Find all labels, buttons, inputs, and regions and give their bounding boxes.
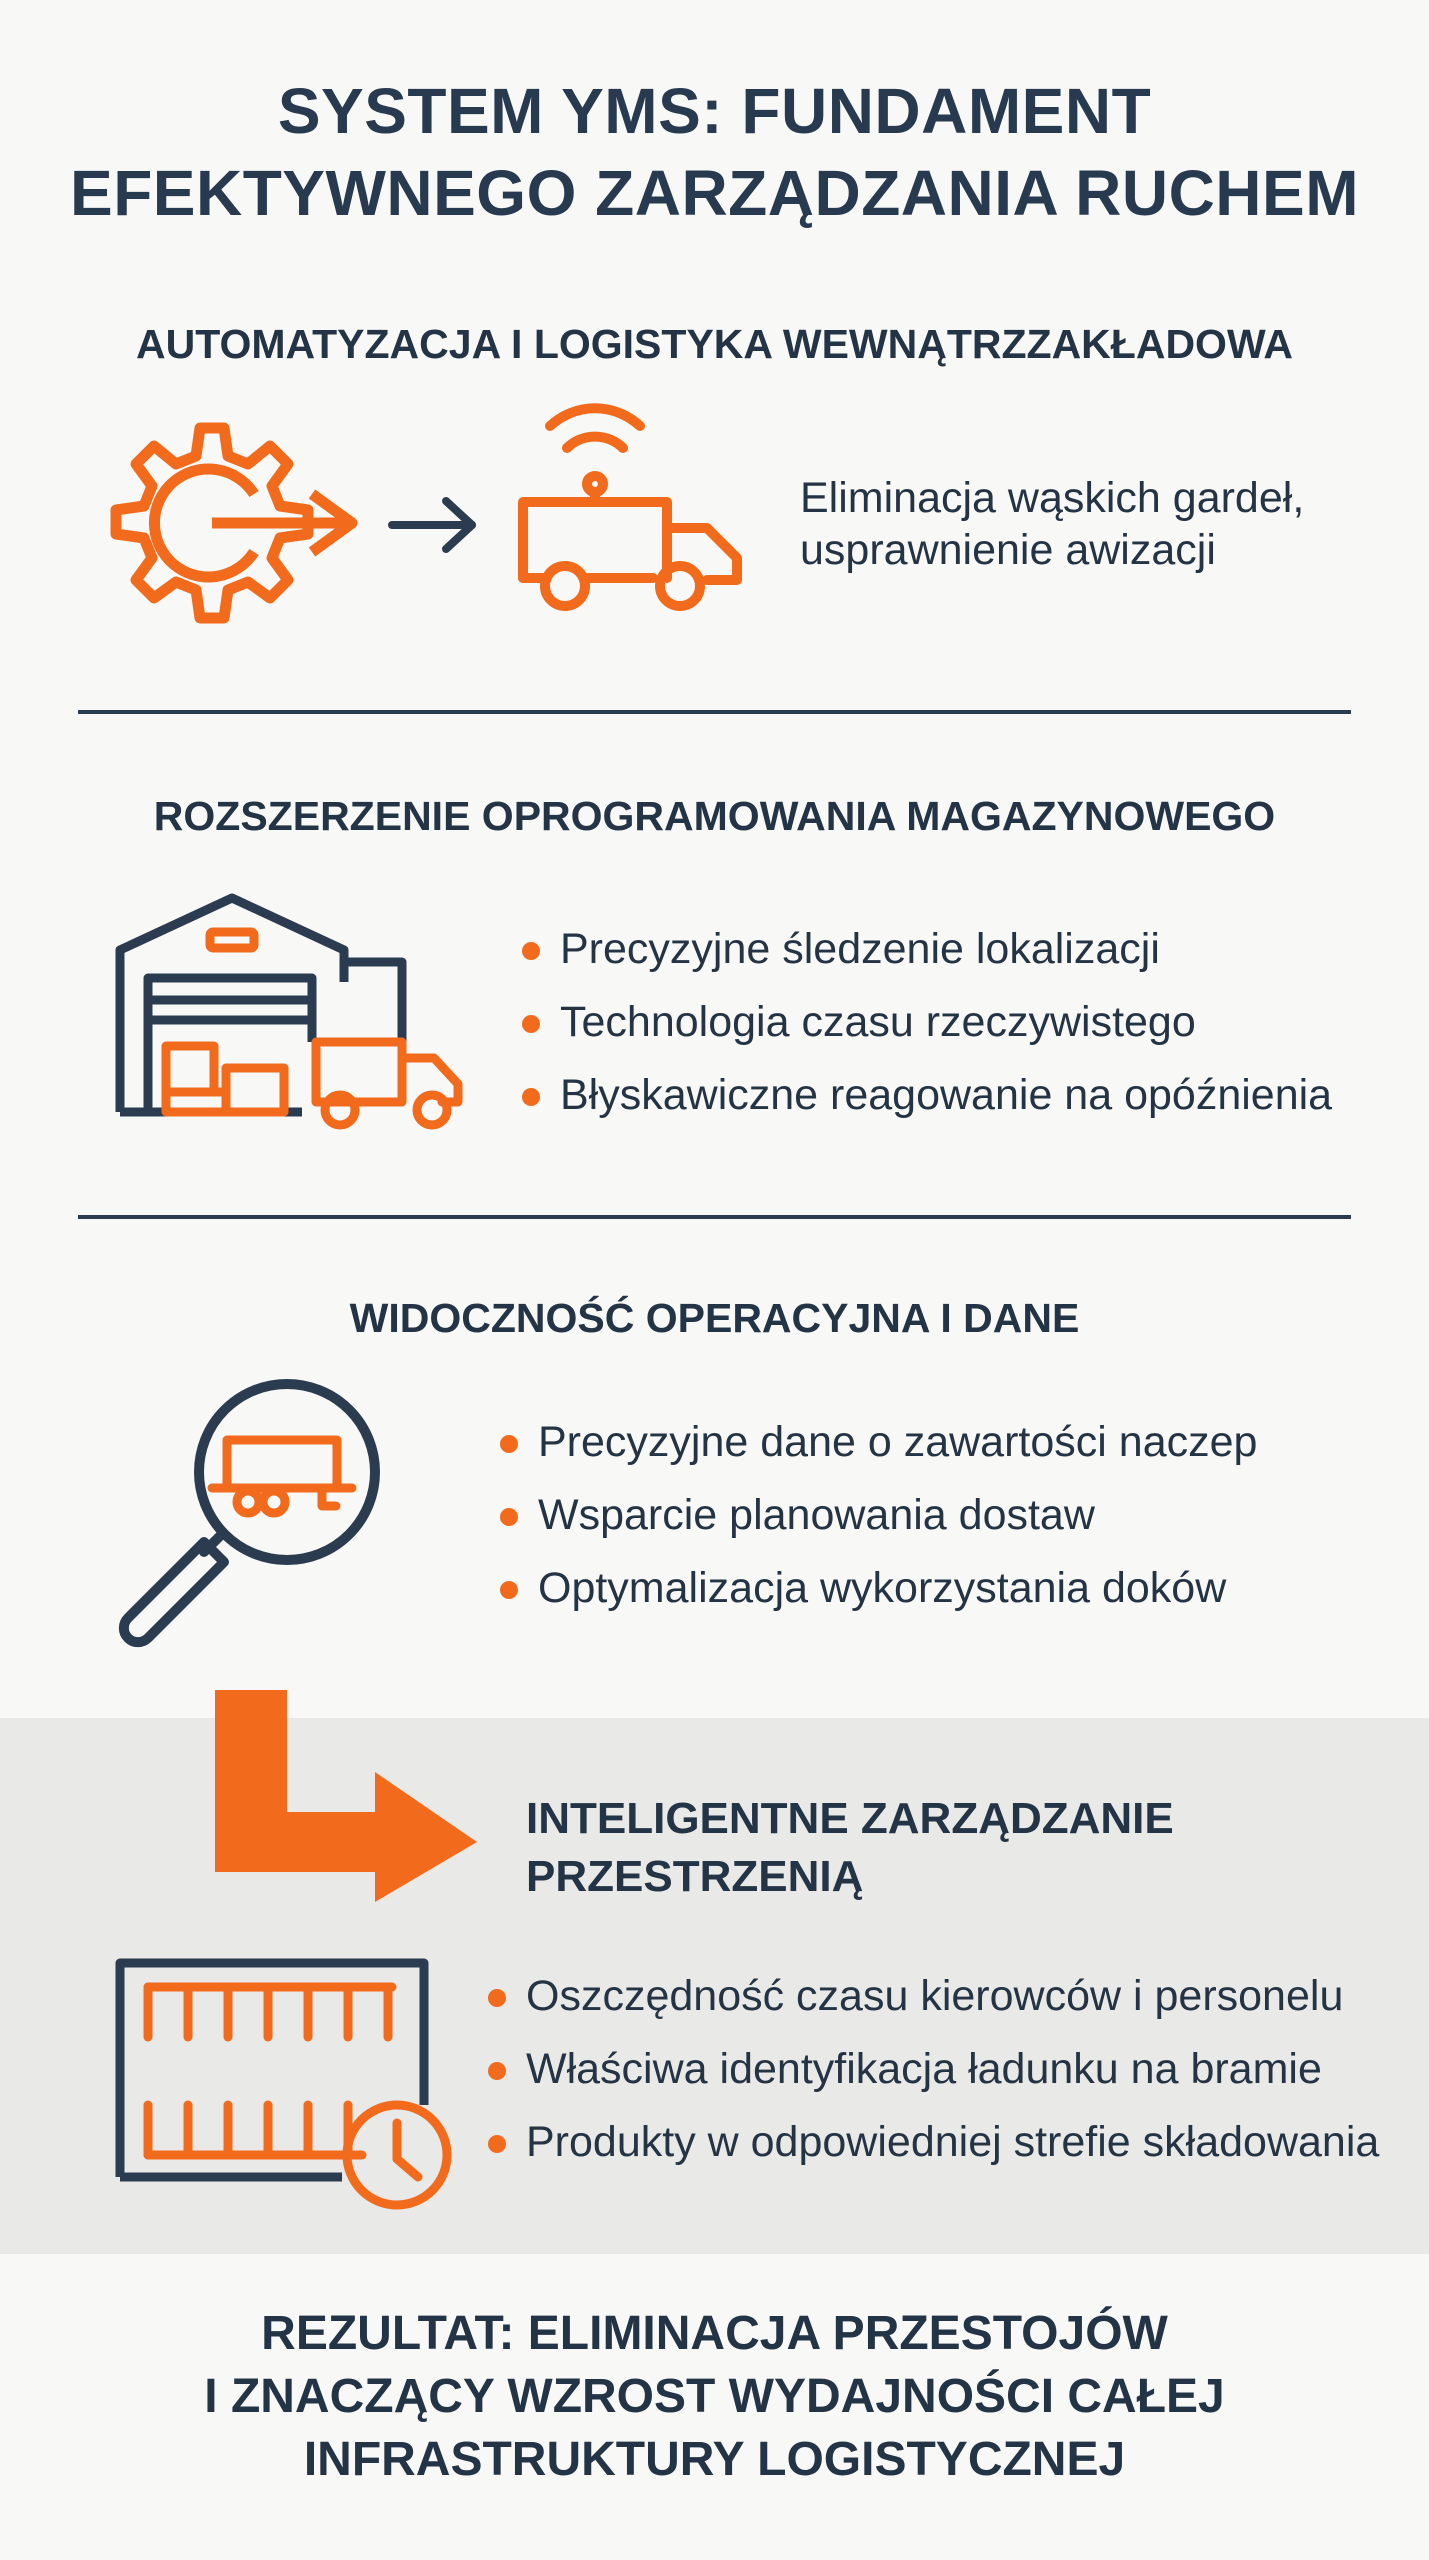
bullet-dot-icon	[522, 1015, 540, 1033]
section-1-heading: AUTOMATYZACJA I LOGISTYKA WEWNĄTRZZAKŁADOWA	[135, 321, 1293, 367]
section-4-heading-line-2: PRZESTRZENIĄ	[526, 1852, 864, 1901]
list-item	[522, 913, 1332, 986]
bullet-dot-icon	[500, 1435, 518, 1453]
list-item-text: Precyzyjne dane o zawartości naczep	[538, 1418, 1258, 1466]
list-item	[500, 1552, 1257, 1625]
list-item-text: Optymalizacja wykorzystania doków	[538, 1564, 1227, 1612]
list-item-text: Technologia czasu rzeczywistego	[560, 998, 1196, 1046]
list-item-text: Właściwa identyfikacja ładunku na bramie	[526, 2045, 1322, 2093]
result-line-3: INFRASTRUKTURY LOGISTYCZNEJ	[303, 2433, 1126, 2486]
list-item	[488, 2033, 1379, 2106]
section-4-bullet-list	[488, 1960, 1379, 2179]
section-divider-2	[78, 1215, 1351, 1219]
yard-slots-clock-icon	[112, 1955, 457, 2220]
list-item-text: Produkty w odpowiedniej strefie składowania	[526, 2118, 1380, 2166]
gear-arrow-icon	[112, 420, 372, 640]
section-1-description-line-2: usprawnienie awizacji	[800, 526, 1216, 574]
list-item-text: Precyzyjne śledzenie lokalizacji	[560, 925, 1160, 973]
section-2-heading: ROZSZERZENIE OPROGRAMOWANIA MAGAZYNOWEGO	[153, 793, 1276, 839]
connected-truck-icon	[515, 410, 745, 625]
result-line-1: REZULTAT: ELIMINACJA PRZESTOJÓW	[261, 2307, 1168, 2360]
page-title	[0, 70, 1429, 234]
section-4-heading	[526, 1790, 1174, 1906]
title-line-1: SYSTEM YMS: FUNDAMENT	[277, 75, 1152, 147]
bullet-dot-icon	[500, 1581, 518, 1599]
warehouse-truck-icon	[112, 892, 472, 1142]
section-3-heading: WIDOCZNOŚĆ OPERACYJNA I DANE	[349, 1295, 1080, 1341]
result-line-2: I ZNACZĄCY WZROST WYDAJNOŚCI CAŁEJ	[204, 2370, 1225, 2423]
list-item	[522, 1059, 1332, 1132]
list-item	[488, 1960, 1379, 2033]
section-3-bullet-list	[500, 1406, 1257, 1625]
bullet-dot-icon	[488, 2062, 506, 2080]
title-line-2: EFEKTYWNEGO ZARZĄDZANIA RUCHEM	[70, 157, 1359, 229]
magnifier-trailer-icon	[112, 1372, 392, 1652]
section-2-bullet-list	[522, 913, 1332, 1132]
list-item	[488, 2106, 1379, 2179]
section-divider-1	[78, 710, 1351, 714]
bullet-dot-icon	[500, 1508, 518, 1526]
list-item	[500, 1479, 1257, 1552]
list-item	[522, 986, 1332, 1059]
section-1-description-line-1: Eliminacja wąskich gardeł,	[800, 474, 1305, 522]
bullet-dot-icon	[522, 942, 540, 960]
list-item-text: Wsparcie planowania dostaw	[538, 1491, 1095, 1539]
result-statement	[0, 2302, 1429, 2491]
bullet-dot-icon	[522, 1088, 540, 1106]
list-item-text: Błyskawiczne reagowanie na opóźnienia	[560, 1071, 1333, 1119]
list-item-text: Oszczędność czasu kierowców i personelu	[526, 1972, 1344, 2020]
list-item	[500, 1406, 1257, 1479]
section-1-description	[800, 472, 1304, 576]
bullet-dot-icon	[488, 1989, 506, 2007]
arrow-right-icon	[388, 495, 480, 555]
bent-arrow-icon	[215, 1690, 485, 1905]
bullet-dot-icon	[488, 2135, 506, 2153]
section-4-heading-line-1: INTELIGENTNE ZARZĄDZANIE	[526, 1794, 1174, 1843]
